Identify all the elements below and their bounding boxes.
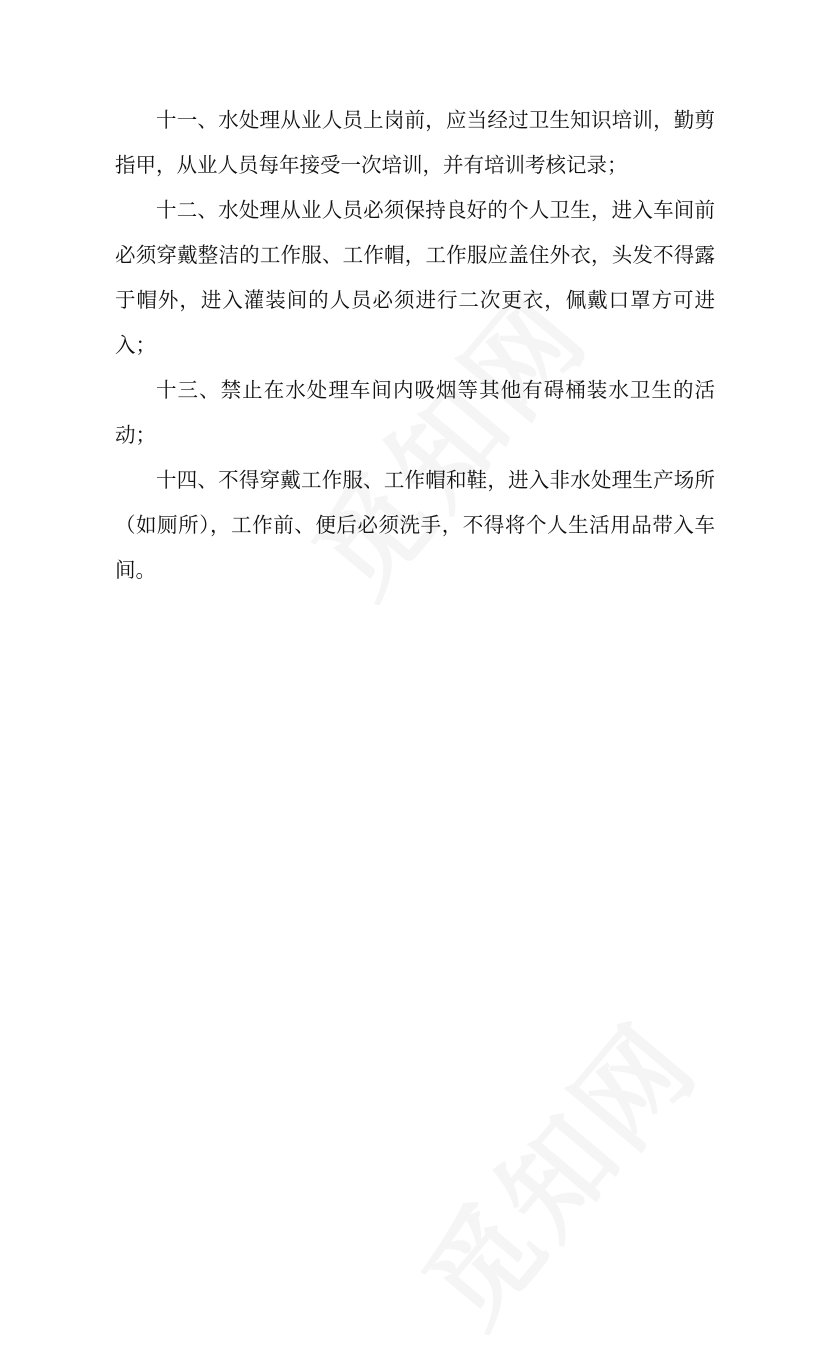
watermark [382, 985, 727, 1353]
document-body [115, 98, 715, 593]
paragraph-rule-14: 十四、不得穿戴工作服、工作帽和鞋，进入非水处理生产场所（如厕所），工作前、便后必须洗手，不得将个人生活用品带入车间。 [115, 468, 715, 582]
paragraph-rule-11: 十一、水处理从业人员上岗前，应当经过卫生知识培训，勤剪指甲，从业人员每年接受一次培训，并有培训考核记录； [115, 108, 715, 177]
paragraph-rule-12: 十二、水处理从业人员必须保持良好的个人卫生，进入车间前必须穿戴整洁的工作服、工作帽，工作服应盖住外衣，头发不得露于帽外，进入灌装间的人员必须进行二次更衣，佩戴口罩方可进入； [115, 198, 715, 357]
paragraph-rule-13: 十三、禁止在水处理车间内吸烟等其他有碍桶装水卫生的活动； [115, 378, 715, 447]
